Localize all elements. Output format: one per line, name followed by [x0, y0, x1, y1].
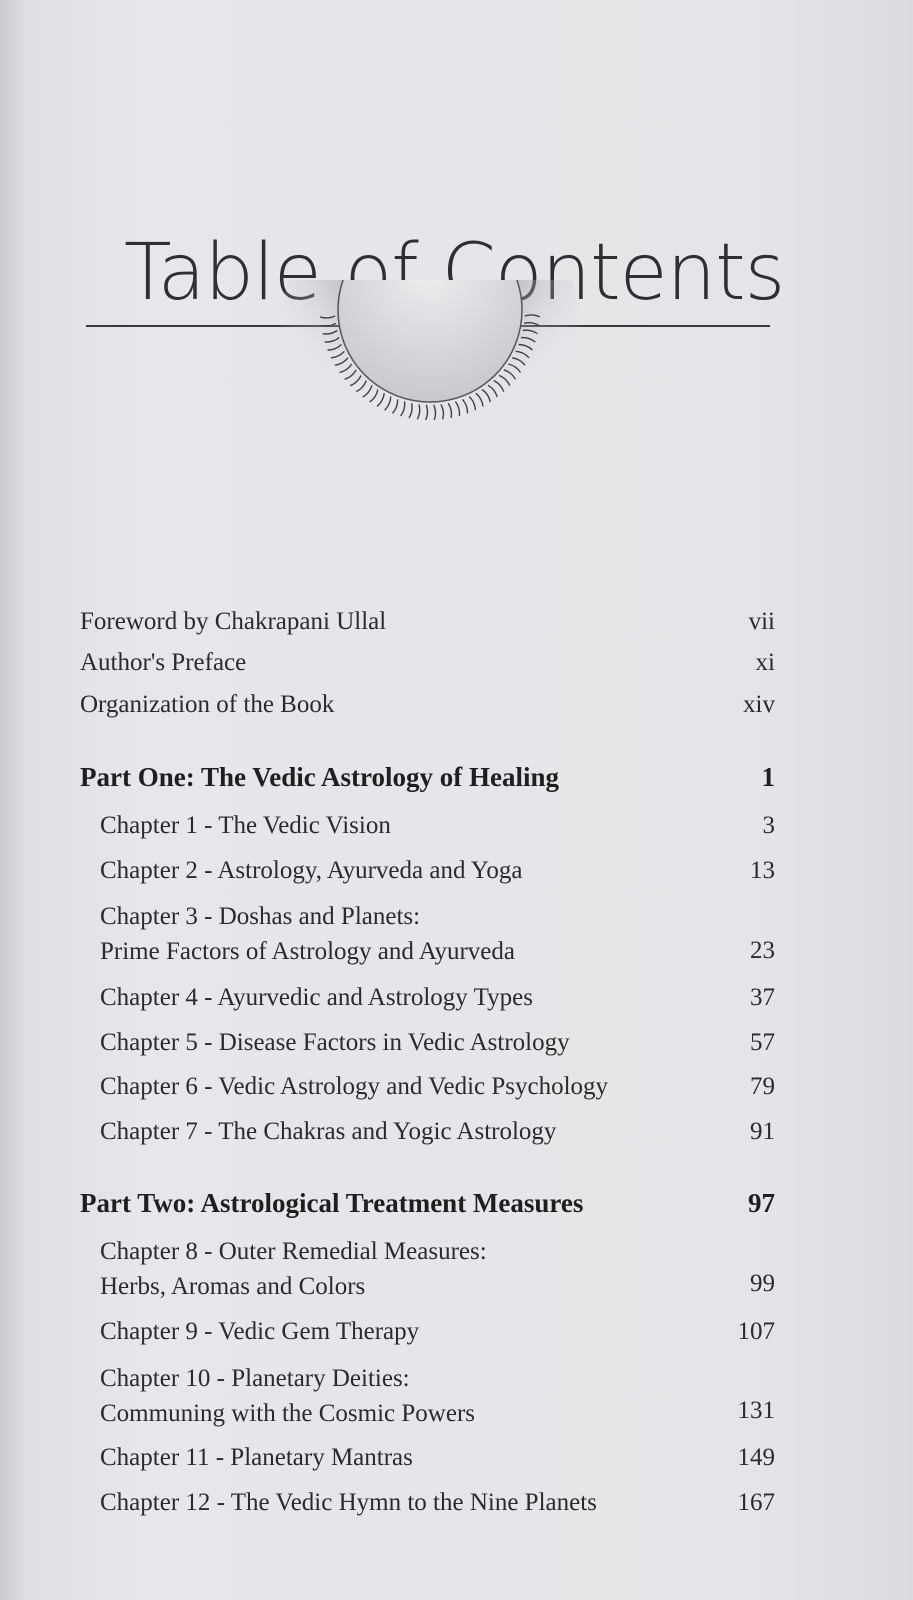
toc-chapter-title: Chapter 6 - Vedic Astrology and Vedic Psychology: [100, 1073, 609, 1100]
toc-page-number: 167: [737, 1489, 775, 1516]
toc-chapter-title: Chapter 11 - Planetary Mantras: [100, 1444, 413, 1471]
toc-page-number: 13: [750, 857, 775, 884]
toc-page-number: 23: [750, 937, 775, 964]
page-title: Table of Contents: [124, 228, 785, 318]
toc-chapter-title: Chapter 1 - The Vedic Vision: [100, 812, 391, 839]
toc-chapter-title-line1: Chapter 3 - Doshas and Planets:: [100, 903, 421, 930]
toc-page-number: 1: [761, 762, 775, 792]
toc-chapter-title-line1: Chapter 8 - Outer Remedial Measures:: [100, 1238, 487, 1265]
toc-chapter-title: Chapter 2 - Astrology, Ayurveda and Yoga: [100, 857, 523, 884]
toc-chapter-title: Chapter 4 - Ayurvedic and Astrology Types: [100, 984, 533, 1011]
toc-page-number: 3: [762, 812, 775, 839]
toc-chapter-title: Chapter 7 - The Chakras and Yogic Astrology: [100, 1118, 557, 1145]
toc-page-number: 131: [737, 1397, 775, 1424]
toc-entry-title: Foreword by Chakrapani Ullal: [80, 608, 387, 635]
toc-page-number: 97: [748, 1188, 775, 1218]
toc-chapter-title: [100, 1361, 475, 1431]
toc-page-number: 57: [750, 1029, 775, 1056]
toc-chapter-title-line1: Chapter 10 - Planetary Deities:: [100, 1365, 410, 1392]
toc-chapter-title: Chapter 5 - Disease Factors in Vedic Astrology: [100, 1029, 570, 1056]
toc-page-number: vii: [748, 608, 775, 635]
toc-chapter-title: [100, 1234, 487, 1304]
toc-chapter-title-line2: Prime Factors of Astrology and Ayurveda: [100, 938, 516, 965]
sun-ornament-icon: [280, 280, 580, 500]
toc-page-number: 37: [750, 984, 775, 1011]
toc-page-number: 107: [737, 1318, 775, 1345]
toc-entry-title: Author's Preface: [80, 649, 247, 676]
toc-page-number: 91: [750, 1118, 775, 1145]
toc-chapter-title: [100, 899, 515, 969]
toc-chapter-title-line2: Communing with the Cosmic Powers: [100, 1400, 475, 1427]
toc-page-number: 99: [750, 1270, 775, 1297]
toc-page-number: 79: [750, 1073, 775, 1100]
toc-part-title: Part Two: Astrological Treatment Measures: [80, 1188, 584, 1218]
toc-chapter-title-line2: Herbs, Aromas and Colors: [100, 1273, 366, 1300]
toc-page-number: 149: [737, 1444, 775, 1471]
toc-chapter-title: Chapter 9 - Vedic Gem Therapy: [100, 1318, 420, 1345]
toc-part-title: Part One: The Vedic Astrology of Healing: [80, 762, 559, 792]
toc-chapter-title: Chapter 12 - The Vedic Hymn to the Nine Planets: [100, 1489, 597, 1516]
toc-page-number: xiv: [743, 691, 775, 718]
toc-entry-title: Organization of the Book: [80, 691, 335, 718]
toc-page-number: xi: [755, 649, 775, 676]
